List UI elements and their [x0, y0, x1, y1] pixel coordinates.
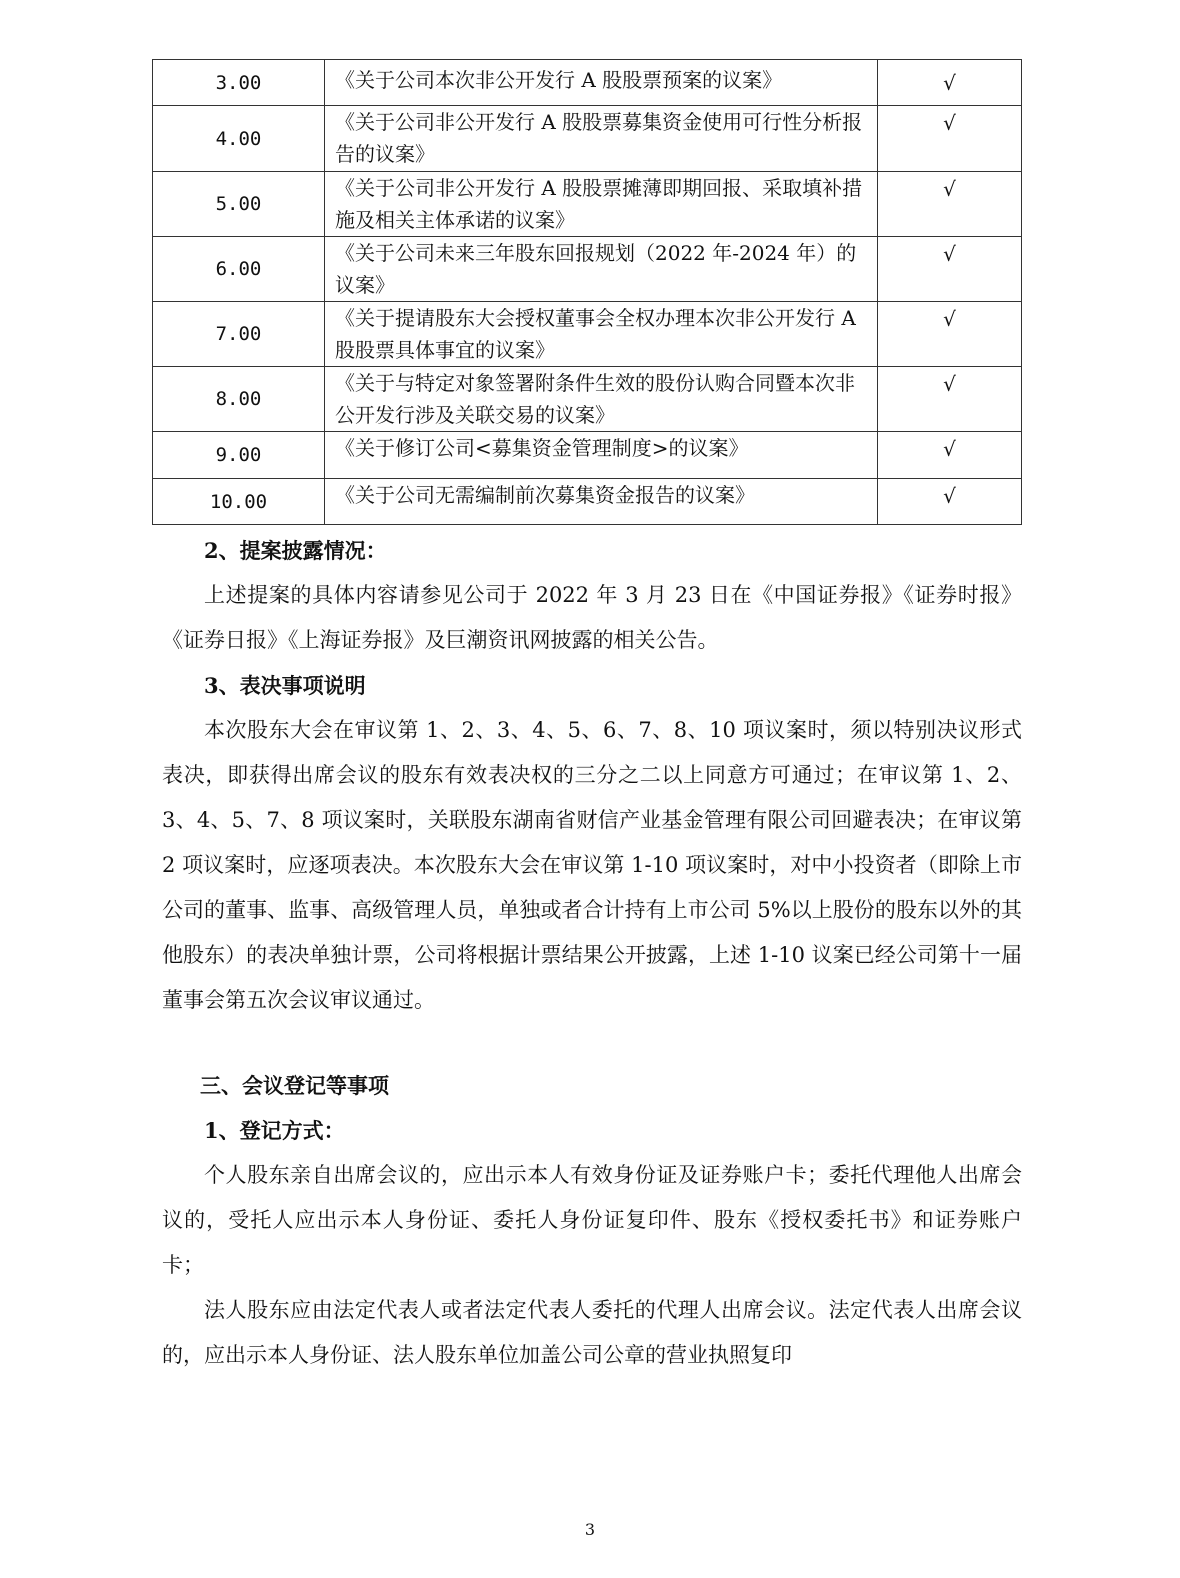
motion-title: 《关于提请股东大会授权董事会全权办理本次非公开发行 A 股股票具体事宜的议案》: [325, 302, 878, 367]
motion-number: 7.00: [153, 302, 325, 367]
motion-title: 《关于公司未来三年股东回报规划（2022 年-2024 年）的议案》: [325, 237, 878, 302]
check-mark: √: [878, 60, 1022, 106]
table-row: [153, 60, 1022, 106]
section-2-heading: 2、提案披露情况：: [204, 538, 387, 563]
check-mark: √: [878, 479, 1022, 525]
table-row: [153, 432, 1022, 479]
section-2-text: 上述提案的具体内容请参见公司于 2022 年 3 月 23 日在《中国证券报》《证券时报》《证券日报》《上海证券报》及巨潮资讯网披露的相关公告。: [162, 583, 1022, 652]
section-3-text: 本次股东大会在审议第 1、2、3、4、5、6、7、8、10 项议案时，须以特别决议形式表决，即获得出席会议的股东有效表决权的三分之二以上同意方可通过；在审议第 1、2、3、4、5、7、8 项议案时，关联股东湖南省财信产业基金管理有限公司回避表决；在审议第 2 项议案时，应逐项表决。本次股东大会在审议第 1-10 项议案时，对中小投资者（即除上市公司的董事、监事、高级管理人员，单独或者合计持有上市公司 5%以上股份的股东以外的其他股东）的表决单独计票，公司将根据计票结果公开披露，上述 1-10 议案已经公司第十一届董事会第五次会议审议通过。: [162, 718, 1022, 1012]
motion-number: 6.00: [153, 237, 325, 302]
spacer: [162, 1023, 1022, 1063]
check-mark: √: [878, 172, 1022, 237]
motion-title: 《关于公司无需编制前次募集资金报告的议案》: [325, 479, 878, 525]
corporate-registration-text: 法人股东应由法定代表人或者法定代表人委托的代理人出席会议。法定代表人出席会议的，应出示本人身份证、法人股东单位加盖公司公章的营业执照复印: [162, 1298, 1022, 1367]
table-row: [153, 367, 1022, 432]
motion-number: 10.00: [153, 479, 325, 525]
individual-registration-text: 个人股东亲自出席会议的，应出示本人有效身份证及证券账户卡；委托代理他人出席会议的，受托人应出示本人身份证、委托人身份证复印件、股东《授权委托书》和证券账户卡；: [162, 1163, 1022, 1277]
motion-number: 3.00: [153, 60, 325, 106]
motion-number: 5.00: [153, 172, 325, 237]
motion-number: 8.00: [153, 367, 325, 432]
page-number: 3: [584, 1520, 596, 1539]
table-row: [153, 302, 1022, 367]
registration-heading: 1、登记方式：: [204, 1118, 345, 1143]
table-row: [153, 237, 1022, 302]
motion-title: 《关于公司非公开发行 A 股股票募集资金使用可行性分析报告的议案》: [325, 106, 878, 172]
motion-title: 《关于与特定对象签署附条件生效的股份认购合同暨本次非公开发行涉及关联交易的议案》: [325, 367, 878, 432]
part-3-heading: 三、会议登记等事项: [200, 1073, 389, 1098]
table-row: [153, 106, 1022, 172]
check-mark: √: [878, 367, 1022, 432]
check-mark: √: [878, 432, 1022, 479]
check-mark: √: [878, 302, 1022, 367]
section-3-heading: 3、表决事项说明: [204, 673, 366, 698]
motions-table: [152, 59, 1022, 525]
check-mark: √: [878, 237, 1022, 302]
motion-number: 9.00: [153, 432, 325, 479]
motion-title: 《关于公司非公开发行 A 股股票摊薄即期回报、采取填补措施及相关主体承诺的议案》: [325, 172, 878, 237]
motion-title: 《关于修订公司<募集资金管理制度>的议案》: [325, 432, 878, 479]
table-row: [153, 172, 1022, 237]
motion-title: 《关于公司本次非公开发行 A 股股票预案的议案》: [325, 60, 878, 106]
motion-number: 4.00: [153, 106, 325, 172]
check-mark: √: [878, 106, 1022, 172]
document-body: [162, 528, 1022, 1378]
table-row: [153, 479, 1022, 525]
